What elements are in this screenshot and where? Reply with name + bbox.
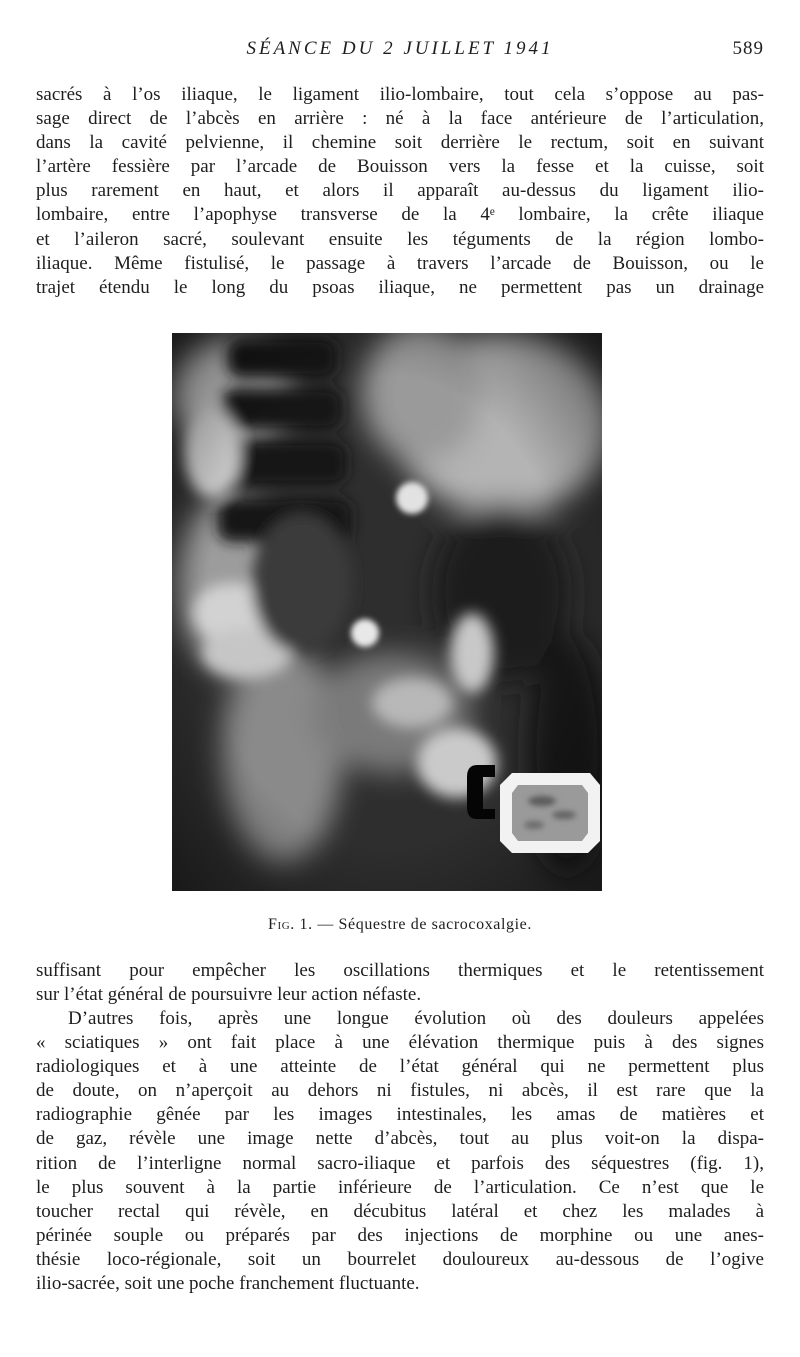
text-line: « sciatiques » ont fait place à une élévation thermique puis à des signes — [36, 1032, 764, 1054]
text-line: toucher rectal qui révèle, en décubitus latéral et chez les malades à — [36, 1200, 764, 1222]
figure-label: Fig. 1. — [268, 916, 313, 933]
film-marker-label — [500, 773, 600, 853]
paragraph-top — [36, 83, 764, 300]
text-line: trajet étendu le long du psoas iliaque, ne permettent pas un drainage — [36, 276, 764, 298]
text-line: D’autres fois, après une longue évolution où des douleurs appelées — [68, 1008, 764, 1029]
text-line: sacrés à l’os iliaque, le ligament ilio-lombaire, tout cela s’oppose au pas- — [36, 84, 764, 105]
radiograph-image — [172, 333, 602, 891]
paragraph-bottom-1 — [36, 959, 764, 1007]
radiograph-figure — [172, 333, 602, 891]
text-line: radiographie gênée par les images intestinales, les amas de matières et — [36, 1104, 764, 1126]
text-line: ilio-sacrée, soit une poche franchement fluctuante. — [36, 1273, 420, 1295]
text-line: iliaque. Même fistulisé, le passage à travers l’arcade de Bouisson, ou le — [36, 252, 764, 274]
text-line: et l’aileron sacré, soulevant ensuite les téguments de la région lombo- — [36, 228, 764, 250]
text-line: sage direct de l’abcès en arrière : né à la face antérieure de l’articulation, — [36, 108, 764, 130]
running-head: SÉANCE DU 2 JUILLET 1941 — [246, 38, 554, 59]
text-line: suffisant pour empêcher les oscillations thermiques et le retentissement — [36, 960, 764, 981]
text-line: radiologiques et à une atteinte de l’état général qui ne permettent plus — [36, 1056, 764, 1078]
text-line: de doute, on n’aperçoit au dehors ni fistules, ni abcès, il est rare que la — [36, 1080, 764, 1102]
text-line: dans la cavité pelvienne, il chemine soit derrière le rectum, soit en suivant — [36, 132, 764, 154]
page-number: 589 — [732, 38, 764, 59]
text-line: le plus souvent à la partie inférieure de l’articulation. Ce n’est que le — [36, 1176, 764, 1198]
text-line: sur l’état général de poursuivre leur action néfaste. — [36, 984, 422, 1006]
text-line: plus rarement en haut, et alors il apparaît au-dessus du ligament ilio- — [36, 180, 764, 202]
page-header — [36, 38, 764, 66]
text-line: thésie loco-régionale, soit un bourrelet douloureux au-dessous de l’ogive — [36, 1248, 764, 1270]
text-line: périnée souple ou préparés par des injections de morphine ou une anes- — [36, 1224, 764, 1246]
text-line: rition de l’interligne normal sacro-iliaque et parfois des séquestres (fig. 1), — [36, 1152, 764, 1174]
text-line: lombaire, entre l’apophyse transverse de la 4ᵉ lombaire, la crête iliaque — [36, 204, 764, 226]
paragraph-bottom-2 — [36, 1007, 764, 1296]
figure-caption — [0, 916, 800, 934]
figure-caption-text: — Séquestre de sacrocoxalgie. — [317, 916, 532, 933]
text-line: de gaz, révèle une image nette d’abcès, tout au plus voit-on la dispa- — [36, 1128, 764, 1150]
text-line: l’artère fessière par l’arcade de Bouisson vers la fesse et la cuisse, soit — [36, 156, 764, 178]
